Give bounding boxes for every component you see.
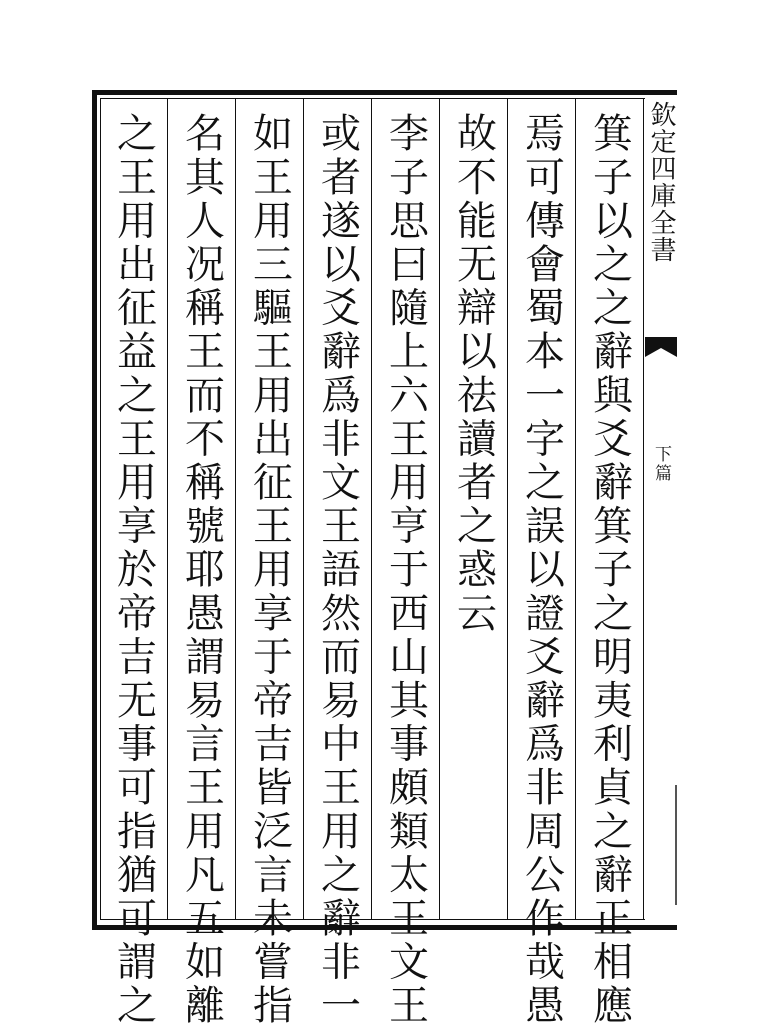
text-column-5 [304,98,372,1028]
section-label: 下篇 [651,445,671,483]
column-text: 箕子以之之辭與爻辭箕子之明夷利貞之辭正相應 [586,112,633,1028]
banxin-rule [675,785,677,905]
text-column-2 [508,98,576,1028]
column-text: 如王用三驅王用出征王用享于帝吉皆泛言未嘗指 [246,112,293,1028]
book-title: 欽定四庫全書 [646,101,676,263]
column-text: 或者遂以爻辭爲非文王語然而易中王用之辭非一 [314,112,361,1028]
text-column-7 [168,98,236,1028]
banxin-strip [645,90,677,930]
text-column-8 [100,98,168,1028]
text-column-4 [372,98,440,1028]
column-text: 之王用出征益之王用享於帝吉无事可指猶可謂之 [110,112,157,1028]
book-page [92,90,677,1028]
column-text: 李子思曰隨上六王用亨于西山其事頗類太王文王 [382,112,429,1028]
text-column-6 [236,98,304,1028]
text-column-1 [576,98,644,1028]
column-text: 名其人况稱王而不稱號耶愚謂易言王用凡五如離 [178,112,225,1028]
column-text: 故不能无辯以祛讀者之惑云 [450,112,497,636]
column-text: 焉可傳會蜀本一字之誤以證爻辭爲非周公作哉愚 [518,112,565,1028]
text-column-3 [440,98,508,920]
fishtail-mark-icon [645,337,677,357]
